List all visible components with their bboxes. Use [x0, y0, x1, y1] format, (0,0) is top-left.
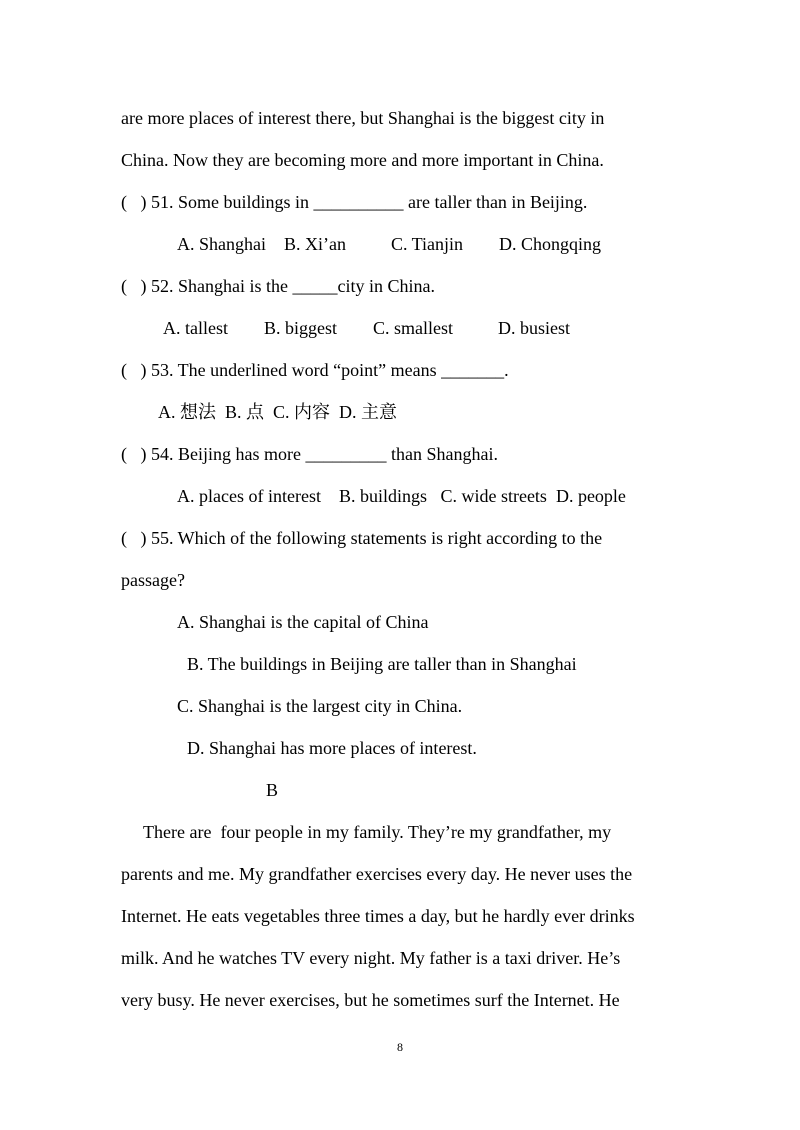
question-53-options: A. 想法 B. 点 C. 内容 D. 主意 — [158, 402, 398, 422]
question-51-options: A. Shanghai B. Xi’an C. Tianjin D. Chongqing — [177, 234, 602, 254]
passage-b-line: very busy. He never exercises, but he sometimes surf the Internet. He — [121, 990, 620, 1010]
passage-b-line: There are four people in my family. They’re my grandfather, my — [143, 822, 612, 842]
question-52-stem: ( ) 52. Shanghai is the _____city in China. — [121, 276, 435, 296]
question-55-option-b: B. The buildings in Beijing are taller than in Shanghai — [187, 654, 577, 674]
page-number: 8 — [397, 1040, 403, 1054]
question-55-option-d: D. Shanghai has more places of interest. — [187, 738, 477, 758]
question-55-stem: passage? — [121, 570, 185, 590]
question-55-option-a: A. Shanghai is the capital of China — [177, 612, 429, 632]
section-heading: B — [266, 780, 279, 800]
question-55-stem: ( ) 55. Which of the following statements is right according to the — [121, 528, 603, 548]
question-54-stem: ( ) 54. Beijing has more _________ than Shanghai. — [121, 444, 498, 464]
question-53-stem: ( ) 53. The underlined word “point” means _______. — [121, 360, 509, 380]
passage-b-line: parents and me. My grandfather exercises every day. He never uses the — [121, 864, 633, 884]
passage-b-line: milk. And he watches TV every night. My father is a taxi driver. He’s — [121, 948, 621, 968]
question-51-stem: ( ) 51. Some buildings in __________ are taller than in Beijing. — [121, 192, 588, 212]
question-55-option-c: C. Shanghai is the largest city in China. — [177, 696, 463, 716]
question-52-options: A. tallest B. biggest C. smallest D. busiest — [163, 318, 570, 338]
passage-line: China. Now they are becoming more and more important in China. — [121, 150, 604, 170]
question-54-options: A. places of interest B. buildings C. wide streets D. people — [177, 486, 626, 506]
passage-line: are more places of interest there, but Shanghai is the biggest city in — [121, 108, 605, 128]
passage-b-line: Internet. He eats vegetables three times a day, but he hardly ever drinks — [121, 906, 635, 926]
